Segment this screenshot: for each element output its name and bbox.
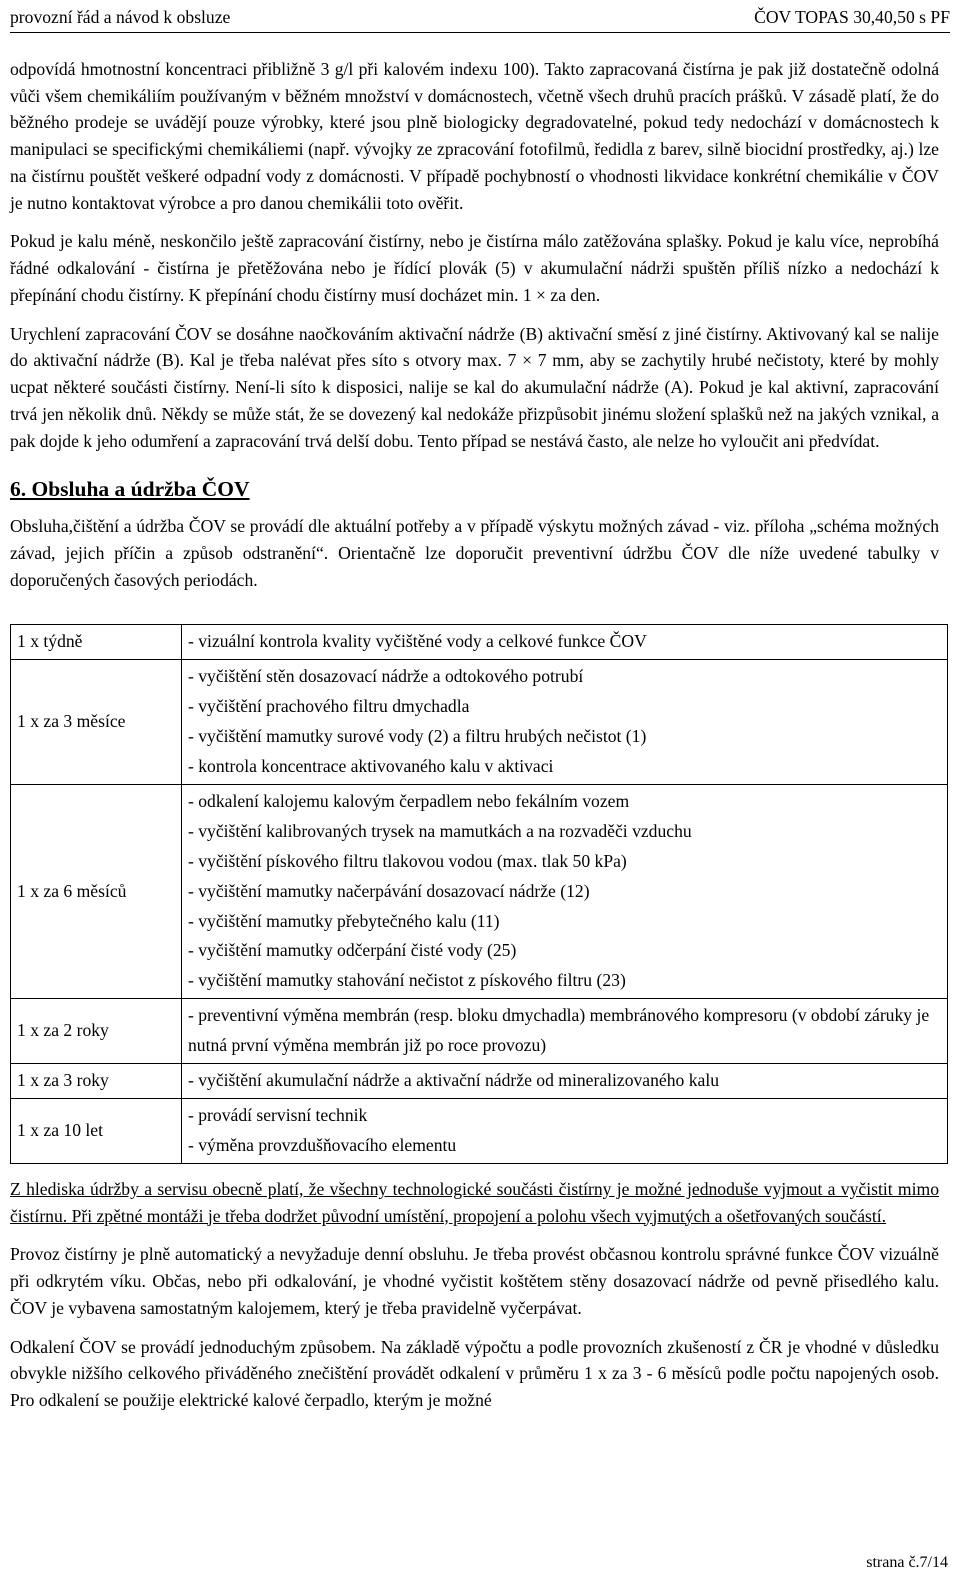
schedule-period: 1 x za 3 roky: [11, 1064, 182, 1099]
schedule-tasks: [182, 784, 948, 998]
section-intro: Obsluha,čištění a údržba ČOV se provádí dle aktuální potřeby a v případě výskytu možných závad - viz. příloha „schéma možných závad, jejich příčin a způsob odstranění“. Orientačně lze doporučit preventivní údržbu ČOV dle níže uvedené tabulky v doporučených časových periodách.: [10, 516, 939, 590]
table-row: [11, 660, 948, 785]
schedule-task: - vyčištění mamutky přebytečného kalu (11): [188, 910, 500, 931]
paragraph-operation: Provoz čistírny je plně automatický a nevyžaduje denní obsluhu. Je třeba provést občasnou kontrolu správné funkce ČOV vizuálně při odkrytém víku. Občas, nebo při odkalování, je vhodné vyčistit koštětem stěny dosazovací nádrže od pevně přisedlého kalu. ČOV je vybavena samostatným kalojemem, který je třeba pravidelně vyčerpávat.: [10, 1244, 939, 1318]
schedule-task: - kontrola koncentrace aktivovaného kalu v aktivaci: [188, 756, 554, 777]
header-document-type: provozní řád a návod k obsluze: [10, 7, 231, 27]
schedule-task: - preventivní výměna membrán (resp. bloku dmychadla) membránového kompresoru (v období záruky je nutná první výměna membrán již po roce provozu): [188, 1005, 930, 1056]
page-header: [10, 2, 950, 33]
schedule-task: - odkalení kalojemu kalovým čerpadlem nebo fekálním vozem: [188, 790, 630, 811]
schedule-period: 1 x za 6 měsíců: [11, 784, 182, 998]
schedule-task: - vyčištění prachového filtru dmychadla: [188, 696, 470, 717]
schedule-tasks: [182, 1064, 948, 1099]
schedule-task: - vizuální kontrola kvality vyčištěné vody a celkové funkce ČOV: [188, 631, 647, 652]
schedule-task: - vyčištění mamutky stahování nečistot z pískového filtru (23): [188, 970, 626, 991]
header-product-name: ČOV TOPAS 30,40,50 s PF: [754, 7, 950, 27]
schedule-task: - vyčištění mamutky odčerpání čisté vody (25): [188, 940, 517, 961]
table-row: [11, 1099, 948, 1164]
schedule-task: - vyčištění akumulační nádrže a aktivační nádrže od mineralizovaného kalu: [188, 1070, 720, 1091]
schedule-task: - vyčištění pískového filtru tlakovou vodou (max. tlak 50 kPa): [188, 850, 627, 871]
schedule-period: 1 x za 10 let: [11, 1099, 182, 1164]
schedule-tasks: [182, 625, 948, 660]
table-row: [11, 625, 948, 660]
schedule-task: - vyčištění kalibrovaných trysek na mamutkách a na rozvaděči vzduchu: [188, 820, 692, 841]
schedule-tasks: [182, 999, 948, 1064]
section-heading: 6. Obsluha a údržba ČOV: [10, 477, 250, 502]
schedule-task: - vyčištění mamutky surové vody (2) a filtru hrubých nečistot (1): [188, 726, 647, 747]
schedule-period: 1 x za 3 měsíce: [11, 660, 182, 785]
schedule-period: 1 x za 2 roky: [11, 999, 182, 1064]
paragraph-maintenance-general: Z hlediska údržby a servisu obecně platí, že všechny technologické součásti čistírny je možné jednoduše vyjmout a vyčistit mimo čistírnu. Při zpětné montáži je třeba dodržet původní umístění, propojení a polohu všech vyjmutých a ošetřovaných součástí.: [10, 1178, 939, 1226]
table-row: [11, 1064, 948, 1099]
schedule-tasks: [182, 1099, 948, 1164]
schedule-tasks: [182, 660, 948, 785]
schedule-task: - vyčištění mamutky načerpávání dosazovací nádrže (12): [188, 880, 590, 901]
paragraph-inoculation: Urychlení zapracování ČOV se dosáhne naočkováním aktivační nádrže (B) aktivační směsí z jiné čistírny. Aktivovaný kal se nalije do aktivační nádrže (B). Kal je třeba nalévat přes síto s otvory max. 7 × 7 mm, aby se zachytily hrubé nečistoty, které by mohly ucpat některé součásti čistírny. Není-li síto k disposici, nalije se kal do akumulační nádrže (A). Pokud je kal aktivní, zapracování trvá jen několik dnů. Někdy se může stát, že se dovezený kal nedokáže přizpůsobit jinému složení splašků než na jakých vznikal, a pak dojde k jeho odumření a zapracování trvá delší dobu. Tento případ se nestává často, ale nelze ho vyloučit ani předvídat.: [10, 323, 939, 451]
paragraph-sludge-amount: Pokud je kalu méně, neskončilo ještě zapracování čistírny, nebo je čistírna málo zatěžována splašky. Pokud je kalu více, neprobíhá řádné odkalování - čistírna je přetěžována nebo je řídící plovák (5) v akumulační nádrži spuštěn příliš nízko a nedochází k přepínání chodu čistírny. K přepínání chodu čistírny musí docházet min. 1 × za den.: [10, 231, 939, 305]
paragraph-desludging: Odkalení ČOV se provádí jednoduchým způsobem. Na základě výpočtu a podle provozních zkušeností z ČR je vhodné v důsledku obvykle nižšího celkového přiváděného znečištění provádět odkalení v průměru 1 x za 3 - 6 měsíců podle počtu napojených osob. Pro odkalení se použije elektrické kalové čerpadlo, kterým je možné: [10, 1336, 939, 1410]
page-content: [10, 56, 939, 1426]
schedule-period: 1 x týdně: [11, 625, 182, 660]
table-row: [11, 784, 948, 998]
maintenance-schedule-table: [10, 624, 948, 1163]
page-number: strana č.7/14: [866, 1554, 948, 1571]
schedule-task: - vyčištění stěn dosazovací nádrže a odtokového potrubí: [188, 666, 584, 687]
schedule-task: - výměna provzdušňovacího elementu: [188, 1134, 457, 1155]
table-row: [11, 999, 948, 1064]
paragraph-chemicals: odpovídá hmotnostní koncentraci přibližně 3 g/l při kalovém indexu 100). Takto zapracovaná čistírna je pak již dostatečně odolná vůči všem chemikáliím používaným v běžném množství v domácnostech, včetně všech druhů pracích prášků. V zásadě platí, že do běžného prodeje se uvádějí pouze výrobky, které jsou plně biologicky degradovatelné, pokud tedy nedochází v domácnostech k manipulaci se specifickými chemikáliemi (např. vývojky ze zpracování fotofilmů, ředidla z barev, silně biocidní prostředky, aj.) lze na čistírnu pouštět veškeré odpadní vody z domácnosti. V případě pochybností o vhodnosti likvidace konkrétní chemikálie v ČOV je nutno kontaktovat výrobce a pro danou chemikálii toto ověřit.: [10, 59, 939, 213]
schedule-task: - provádí servisní technik: [188, 1105, 368, 1126]
